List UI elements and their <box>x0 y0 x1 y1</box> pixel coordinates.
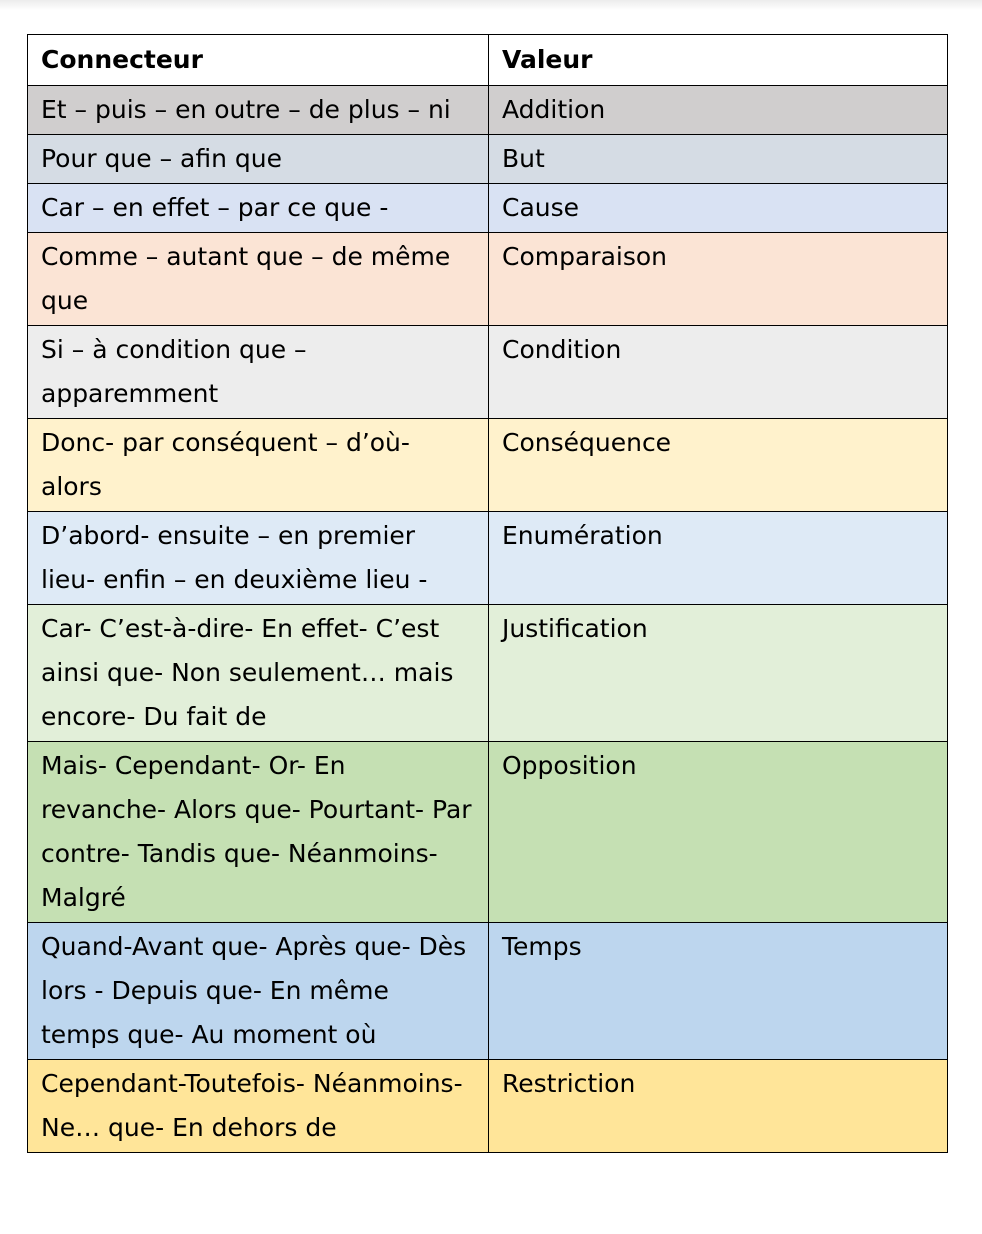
cell-connecteur: Si – à condition que – apparemment <box>28 326 489 419</box>
cell-connecteur: D’abord- ensuite – en premier lieu- enfin – en deuxième lieu - <box>28 512 489 605</box>
table-row <box>28 86 948 135</box>
cell-connecteur: Cependant-Toutefois- Néanmoins-Ne… que- En dehors de <box>28 1060 489 1153</box>
connecteurs-table <box>27 34 948 1153</box>
cell-valeur: Comparaison <box>489 233 948 326</box>
cell-connecteur: Et – puis – en outre – de plus – ni <box>28 86 489 135</box>
cell-connecteur: Car – en effet – par ce que - <box>28 184 489 233</box>
cell-connecteur: Quand-Avant que- Après que- Dès lors - Depuis que- En même temps que- Au moment où <box>28 923 489 1060</box>
table-header-row <box>28 35 948 86</box>
cell-valeur: Justification <box>489 605 948 742</box>
table-row <box>28 326 948 419</box>
table-body <box>28 86 948 1153</box>
table-row <box>28 135 948 184</box>
table-row <box>28 184 948 233</box>
cell-connecteur: Mais- Cependant- Or- En revanche- Alors que- Pourtant- Par contre- Tandis que- Néanmoins- Malgré <box>28 742 489 923</box>
cell-connecteur: Donc- par conséquent – d’où- alors <box>28 419 489 512</box>
cell-valeur: Restriction <box>489 1060 948 1153</box>
header-connecteur: Connecteur <box>28 35 489 86</box>
cell-valeur: But <box>489 135 948 184</box>
cell-valeur: Condition <box>489 326 948 419</box>
table-row <box>28 923 948 1060</box>
top-shadow <box>0 0 982 10</box>
cell-valeur: Enumération <box>489 512 948 605</box>
cell-connecteur: Pour que – afin que <box>28 135 489 184</box>
table-row <box>28 233 948 326</box>
cell-valeur: Temps <box>489 923 948 1060</box>
cell-valeur: Conséquence <box>489 419 948 512</box>
cell-connecteur: Car- C’est-à-dire- En effet- C’est ainsi que- Non seulement… mais encore- Du fait de <box>28 605 489 742</box>
table-row <box>28 605 948 742</box>
cell-valeur: Addition <box>489 86 948 135</box>
cell-valeur: Cause <box>489 184 948 233</box>
cell-connecteur: Comme – autant que – de même que <box>28 233 489 326</box>
table-row <box>28 512 948 605</box>
cell-valeur: Opposition <box>489 742 948 923</box>
table-row <box>28 1060 948 1153</box>
table-row <box>28 742 948 923</box>
table-row <box>28 419 948 512</box>
header-valeur: Valeur <box>489 35 948 86</box>
